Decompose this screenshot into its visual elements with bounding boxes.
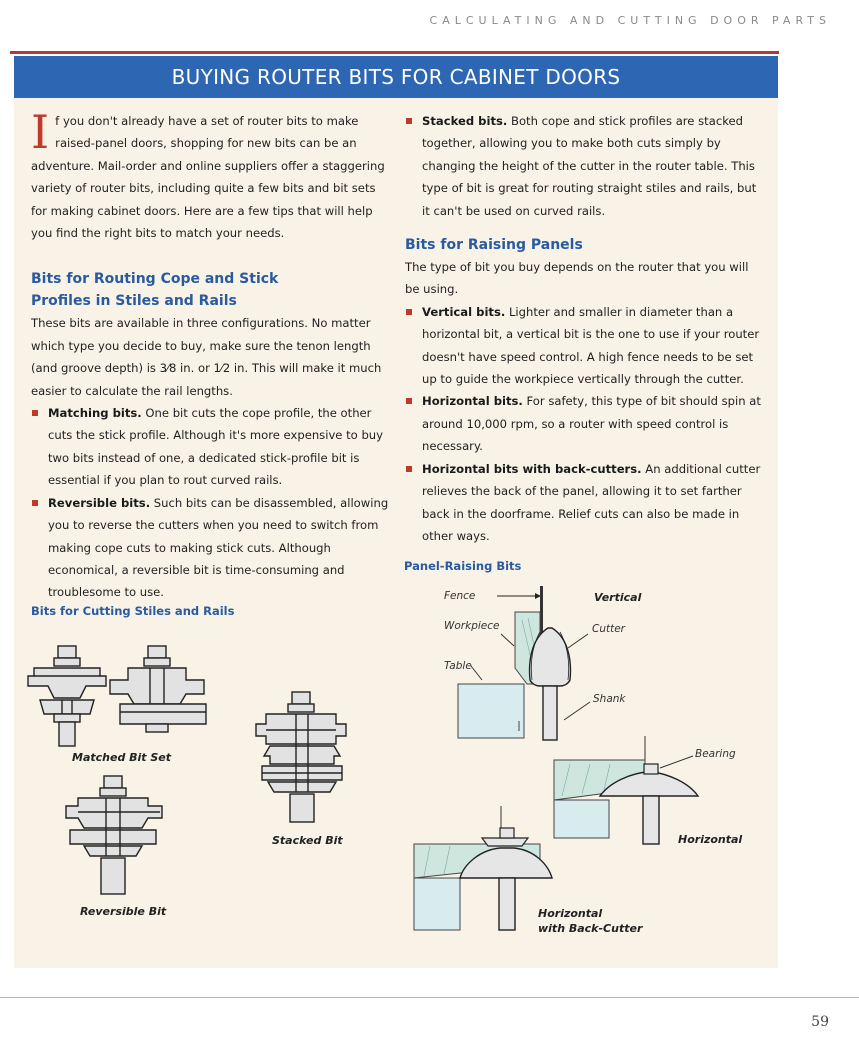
bullet-term: Reversible bits. (48, 495, 151, 510)
matched-bit-stick-illustration (110, 646, 206, 732)
vertical-bit-diagram (458, 586, 590, 740)
bullet-text: An additional cutter relieves the back of the panel, allowing it to set farther back in the doorframe. Relief cuts can also be made in other ways. (422, 461, 761, 543)
bullet-term: Matching bits. (48, 406, 142, 421)
bullet-text: Such bits can be disassembled, allowing you to reverse the cutters when you need to switch from making cope cuts to making stick cuts. Although economical, a reversible bit is time-consuming and troublesome to use. (48, 495, 389, 600)
label-backcutter-line1: Horizontal (538, 907, 603, 920)
banner-title: BUYING ROUTER BITS FOR CABINET DOORS (14, 56, 778, 98)
cope-heading-line2: Profiles in Stiles and Rails (31, 293, 237, 310)
callout-fence: Fence (444, 590, 476, 602)
matched-bit-cope-illustration (28, 646, 106, 746)
drop-cap: I (31, 105, 50, 159)
fig-left-title: Bits for Cutting Stiles and Rails (31, 604, 235, 618)
page-number: 59 (811, 1014, 829, 1030)
stacked-bit-illustration (256, 692, 346, 822)
bullet-term: Horizontal bits. (422, 394, 523, 409)
label-backcutter-line2: with Back-Cutter (538, 922, 643, 935)
bullet-term: Horizontal bits with back-cutters. (422, 461, 642, 476)
callout-table: Table (444, 660, 472, 672)
label-stacked-bit: Stacked Bit (272, 834, 343, 847)
bullet-term: Vertical bits. (422, 304, 506, 319)
bullet-text: Both cope and stick profiles are stacked together, allowing you to make both cuts simply by changing the height of the cutter in the router table. This type of bit is great for routing straight stiles and rails, but it can't be used on curved rails. (422, 114, 757, 218)
label-vertical: Vertical (594, 591, 642, 604)
callout-shank: Shank (593, 693, 626, 705)
intro-text: f you don't already have a set of router bits to make raised-panel doors, shopping for new bits can be an adventure. Mail-order and online suppliers offer a staggering variety of router bits, including quite a few bits and bit sets for making cabinet doors. Here are a few tips that will help you find the right bits to match your needs. (31, 114, 385, 241)
callout-workpiece: Workpiece (444, 620, 500, 632)
label-matched-bit-set: Matched Bit Set (72, 751, 172, 764)
reversible-bit-illustration (66, 776, 162, 894)
running-head: CALCULATING AND CUTTING DOOR PARTS (429, 14, 831, 27)
label-horizontal: Horizontal (678, 833, 743, 846)
bullet-text: Lighter and smaller in diameter than a horizontal bit, a vertical bit is the one to use if your router doesn't have speed control. A high fence needs to be set up to guide the workpiece vertically through the cutter. (422, 304, 760, 387)
panel-heading: Bits for Raising Panels (405, 237, 583, 254)
panel-body: The type of bit you buy depends on the router that you will be using. (405, 260, 749, 297)
horizontal-bit-diagram (554, 736, 698, 844)
bullet-text: For safety, this type of bit should spin at around 10,000 rpm, so a router with speed control is necessary. (422, 394, 761, 454)
cope-body: These bits are available in three configurations. No matter which type you decide to buy, make sure the tenon length (and groove depth) is 3⁄8 in. or 1⁄2 in. This will make it much easier to calculate the rail lengths. (31, 316, 382, 398)
cope-heading-line1: Bits for Routing Cope and Stick (31, 271, 279, 288)
callout-bearing: Bearing (695, 748, 736, 760)
backcutter-bit-diagram (414, 806, 552, 930)
bullet-term: Stacked bits. (422, 114, 508, 128)
callout-cutter: Cutter (592, 623, 625, 635)
label-reversible-bit: Reversible Bit (80, 905, 167, 918)
fig-right-title: Panel-Raising Bits (404, 559, 522, 573)
bullet-text: One bit cuts the cope profile, the other cuts the stick profile. Although it's more expensive to buy two bits instead of one, a dedicated stick-profile bit is essential if you plan to rout curved rails. (48, 406, 384, 488)
footer-rule (0, 997, 859, 998)
